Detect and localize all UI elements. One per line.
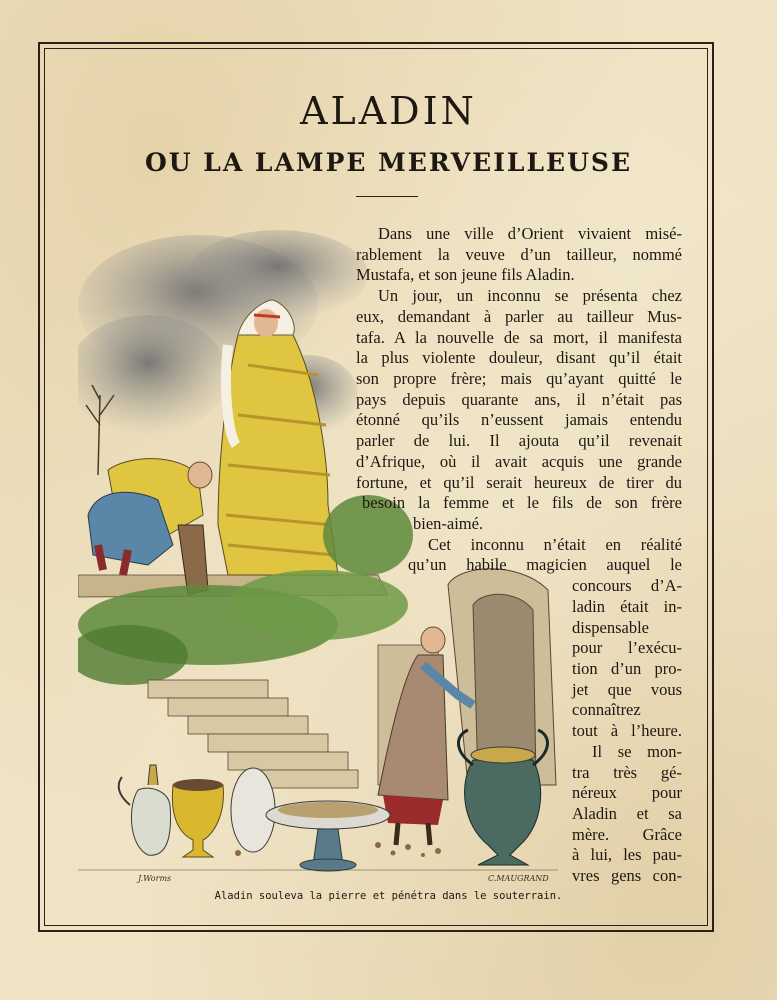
text-line: tion d’un pro-	[572, 658, 682, 678]
text-line: ladin était in-	[572, 596, 682, 616]
text-line: Mustafa, et son jeune fils Aladin.	[356, 265, 575, 285]
treasure-dish	[266, 801, 390, 871]
text-line: tout à l’heure.	[572, 721, 682, 740]
illustration-caption: Aladin souleva la pierre et pénétra dans le souterrain.	[214, 890, 563, 902]
title-rule	[356, 196, 418, 197]
golden-vase	[172, 779, 223, 857]
ewer	[119, 765, 171, 855]
text-line: vres gens con-	[572, 866, 682, 885]
text-line: tafa. A la nouvelle de sa mort, il manifesta	[356, 327, 682, 347]
text-line: Il se mon-	[592, 741, 682, 761]
text-line: son propre frère; mais qu’ayant quitté le	[356, 369, 682, 388]
text-line: besoin la femme et le fils de son frère	[362, 493, 682, 513]
text-line: rablement la veuve d’un tailleur, nommé	[356, 244, 682, 264]
signature-right: C.MAUGRAND	[488, 874, 549, 883]
page-subtitle: OU LA LAMPE MERVEILLEUSE	[144, 148, 633, 177]
text-line: bien-aimé.	[413, 513, 484, 533]
text-line: tra très gé-	[572, 762, 682, 782]
text-line: concours d’A-	[572, 576, 682, 596]
text-line: qu’un habile magicien auquel le	[408, 555, 682, 575]
text-line: eux, demandant à parler au tailleur Mus-	[356, 306, 682, 326]
magician-figure	[218, 300, 338, 575]
text-line: fortune, et qu’il serait heureux de tirer du	[356, 472, 682, 492]
text-line: à lui, les pau-	[572, 845, 682, 865]
text-line: mère. Grâce	[572, 824, 682, 844]
text-line: Aladin et sa	[572, 803, 682, 823]
text-line: d’Afrique, où il avait acquis une grande	[356, 451, 682, 471]
text-line: Dans une ville d’Orient vivaient misé-	[378, 224, 682, 243]
text-line: connaîtrez	[572, 700, 641, 720]
text-line: parler de lui. Il ajouta qu’il revenait	[356, 431, 682, 451]
signature-left: J.Worms	[138, 874, 172, 883]
text-line: dispensable	[572, 617, 649, 637]
text-line: pour l’exécu-	[572, 638, 682, 658]
silver-plate	[231, 768, 275, 852]
text-line: Un jour, un inconnu se présenta chez	[378, 286, 682, 306]
text-line: la plus violente douleur, disant qu’il était	[356, 348, 682, 368]
aladin-lifting-stone	[88, 459, 212, 595]
text-line: jet que vous	[572, 679, 682, 699]
text-line: pays depuis quarante ans, il n’était pas	[356, 389, 682, 409]
text-line: Cet inconnu n’était en réalité	[428, 534, 682, 554]
text-line: néreux pour	[572, 783, 682, 803]
page-title: ALADIN	[300, 89, 477, 133]
text-line: étonné qu’ils n’eussent jamais entendu	[356, 410, 682, 430]
